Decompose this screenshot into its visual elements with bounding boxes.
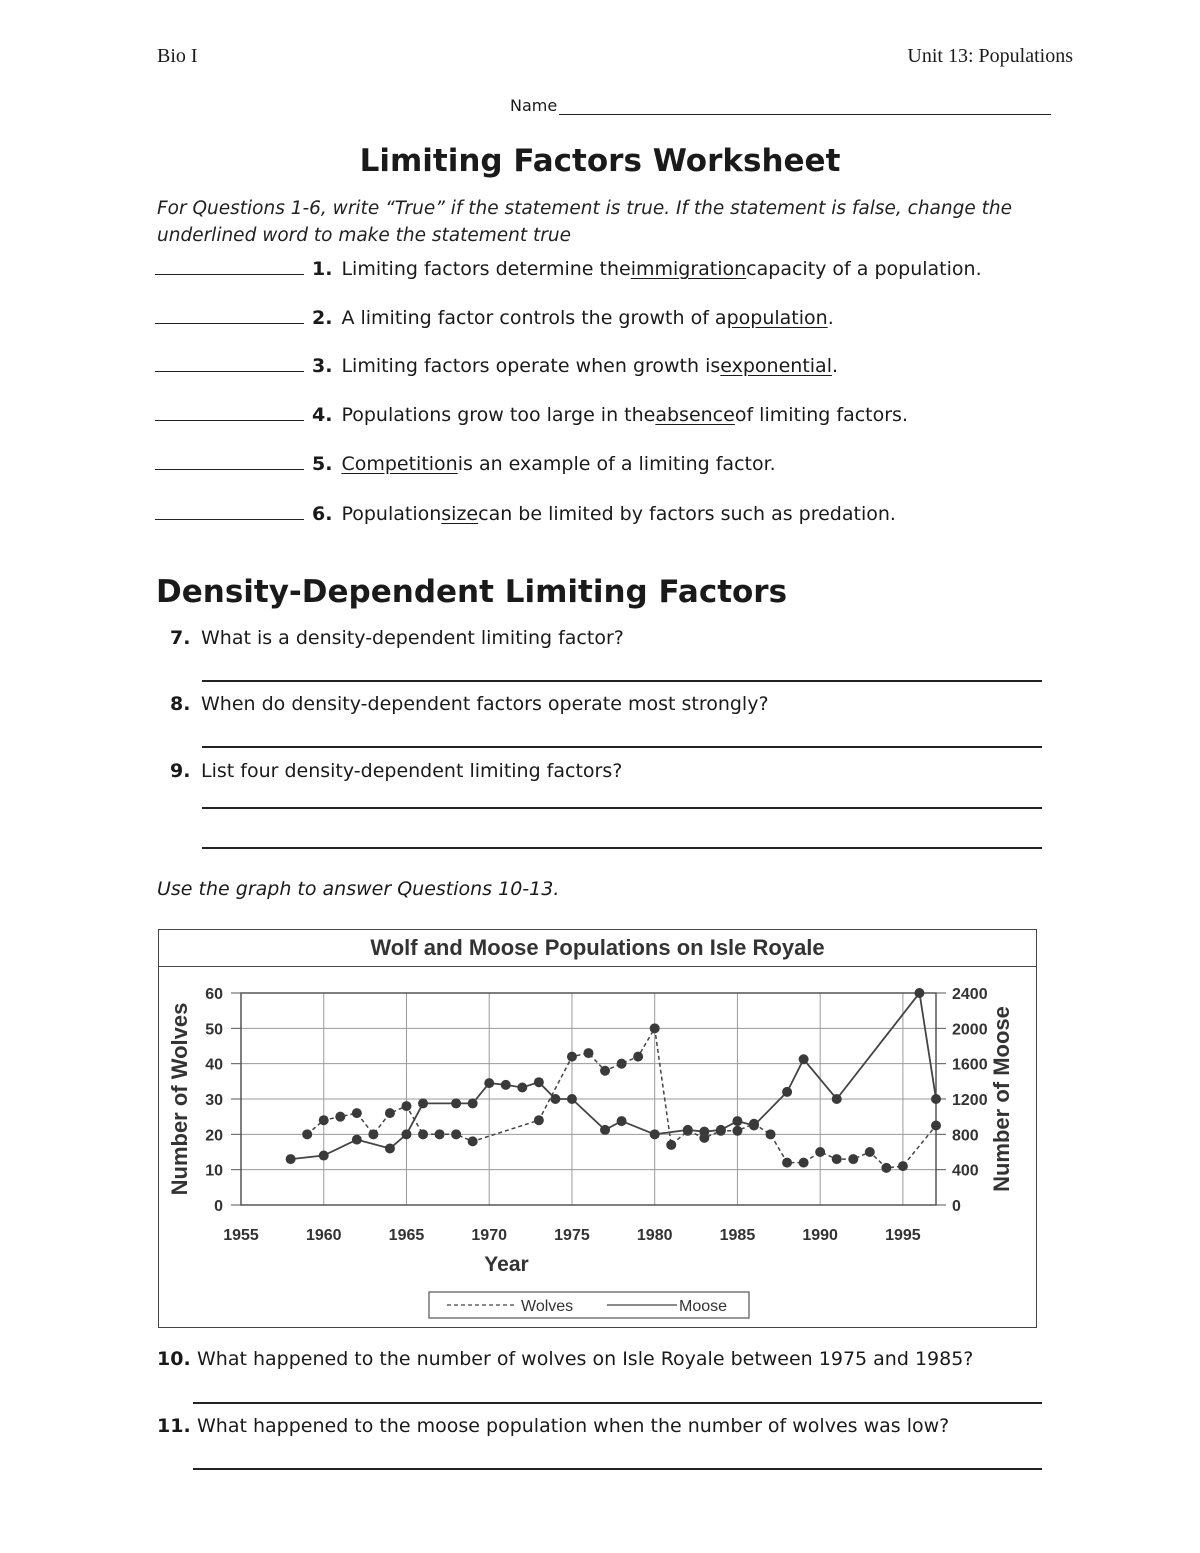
question-text: capacity of a population. bbox=[746, 258, 982, 280]
data-point-wolves bbox=[898, 1161, 908, 1171]
y2-tick-label: 800 bbox=[952, 1127, 979, 1145]
data-point-wolves bbox=[848, 1154, 858, 1164]
data-point-wolves bbox=[600, 1066, 610, 1076]
data-point-moose bbox=[782, 1087, 792, 1097]
question-number: 2. bbox=[312, 307, 333, 329]
data-point-wolves bbox=[815, 1147, 825, 1157]
question-text: . bbox=[827, 307, 834, 329]
data-point-moose bbox=[799, 1054, 809, 1064]
question-text: is an example of a limiting factor. bbox=[457, 453, 776, 475]
data-point-moose bbox=[716, 1125, 726, 1135]
data-point-moose bbox=[550, 1094, 560, 1104]
y-tick-label: 20 bbox=[205, 1127, 223, 1145]
data-point-moose bbox=[319, 1151, 329, 1161]
data-point-moose bbox=[832, 1094, 842, 1104]
worksheet-title: Limiting Factors Worksheet bbox=[359, 143, 841, 179]
question-text: List four density-dependent limiting factors? bbox=[201, 760, 623, 782]
data-point-wolves bbox=[335, 1112, 345, 1122]
data-point-wolves bbox=[401, 1101, 411, 1111]
data-point-moose bbox=[401, 1129, 411, 1139]
answer-line[interactable] bbox=[202, 680, 1042, 682]
data-point-wolves bbox=[584, 1048, 594, 1058]
data-point-wolves bbox=[666, 1140, 676, 1150]
data-point-wolves bbox=[865, 1147, 875, 1157]
data-point-wolves bbox=[319, 1115, 329, 1125]
y2-tick-label: 1200 bbox=[952, 1092, 988, 1109]
data-point-wolves bbox=[435, 1129, 445, 1139]
series-line-wolves bbox=[307, 1028, 936, 1168]
data-point-wolves bbox=[650, 1023, 660, 1033]
question-text: . bbox=[831, 355, 839, 377]
answer-line[interactable] bbox=[202, 847, 1042, 849]
question-text: of limiting factors. bbox=[734, 404, 908, 426]
y2-tick-label: 0 bbox=[952, 1198, 961, 1215]
x-tick-label: 1975 bbox=[554, 1227, 590, 1244]
data-point-moose bbox=[650, 1129, 660, 1139]
legend-label-moose: Moose bbox=[679, 1298, 728, 1315]
answer-blank[interactable] bbox=[155, 273, 304, 275]
underlined-word: size bbox=[441, 503, 479, 525]
answer-blank[interactable] bbox=[155, 468, 304, 470]
data-point-moose bbox=[683, 1125, 693, 1135]
y-tick-label: 40 bbox=[205, 1056, 223, 1074]
answer-line[interactable] bbox=[193, 1402, 1042, 1404]
underlined-word: population bbox=[726, 307, 828, 329]
instructions: For Questions 1-6, write “True” if the statement is true. If the statement is false, change the underlined word to make the statement true bbox=[157, 198, 1012, 246]
question-number: 8. bbox=[170, 693, 191, 715]
question-text: A limiting factor controls the growth of a bbox=[341, 307, 727, 329]
data-point-moose bbox=[534, 1077, 544, 1087]
y2-tick-label: 2000 bbox=[952, 1021, 988, 1039]
data-point-moose bbox=[517, 1083, 527, 1093]
data-point-moose bbox=[617, 1116, 627, 1126]
question-number: 3. bbox=[312, 355, 333, 377]
course-label: Bio I bbox=[157, 45, 198, 67]
question-text: What is a density-dependent limiting factor? bbox=[201, 627, 624, 649]
x-tick-label: 1980 bbox=[636, 1227, 673, 1244]
question-8 bbox=[170, 693, 769, 715]
data-point-moose bbox=[451, 1098, 461, 1108]
question-text: Limiting factors operate when growth is bbox=[341, 355, 721, 377]
data-point-moose bbox=[418, 1098, 428, 1108]
graph-instructions: Use the graph to answer Questions 10-13. bbox=[157, 878, 560, 900]
underlined-word: exponential bbox=[720, 355, 832, 377]
unit-label: Unit 13: Populations bbox=[907, 45, 1073, 67]
y2-axis-label: Number of Moose bbox=[989, 1006, 1014, 1192]
y2-tick-label: 1600 bbox=[952, 1056, 988, 1074]
data-point-moose bbox=[484, 1078, 494, 1088]
y-axis-label: Number of Wolves bbox=[167, 1002, 192, 1196]
answer-blank[interactable] bbox=[155, 370, 304, 372]
question-number: 10. bbox=[157, 1348, 191, 1370]
question-number: 11. bbox=[157, 1415, 191, 1437]
data-point-wolves bbox=[766, 1129, 776, 1139]
data-point-moose bbox=[286, 1154, 296, 1164]
legend-label-wolves: Wolves bbox=[521, 1298, 574, 1315]
data-point-wolves bbox=[782, 1158, 792, 1168]
x-tick-label: 1995 bbox=[885, 1227, 921, 1244]
data-point-moose bbox=[749, 1121, 759, 1131]
question-number: 6. bbox=[312, 503, 333, 525]
question-10 bbox=[157, 1348, 973, 1370]
data-point-wolves bbox=[633, 1052, 643, 1062]
x-tick-label: 1960 bbox=[305, 1227, 342, 1244]
question-text: Populations grow too large in the bbox=[341, 404, 656, 426]
x-tick-label: 1985 bbox=[719, 1227, 756, 1244]
data-point-wolves bbox=[302, 1129, 312, 1139]
data-point-moose bbox=[567, 1094, 577, 1104]
data-point-wolves bbox=[732, 1126, 742, 1136]
x-tick-label: 1970 bbox=[471, 1227, 508, 1244]
data-point-wolves bbox=[832, 1154, 842, 1164]
question-number: 4. bbox=[312, 404, 333, 426]
y-tick-label: 0 bbox=[214, 1198, 223, 1215]
question-number: 9. bbox=[170, 760, 191, 782]
data-point-moose bbox=[914, 988, 924, 998]
data-point-moose bbox=[385, 1143, 395, 1153]
data-point-wolves bbox=[534, 1115, 544, 1125]
question-number: 1. bbox=[312, 258, 333, 280]
name-row bbox=[510, 96, 1051, 115]
question-text: can be limited by factors such as predation. bbox=[478, 503, 896, 525]
data-point-wolves bbox=[385, 1108, 395, 1118]
answer-blank[interactable] bbox=[155, 419, 304, 421]
x-tick-label: 1955 bbox=[223, 1227, 259, 1244]
x-tick-label: 1965 bbox=[388, 1227, 425, 1244]
data-point-wolves bbox=[368, 1129, 378, 1139]
data-point-wolves bbox=[468, 1136, 478, 1146]
data-point-wolves bbox=[567, 1052, 577, 1062]
question-text: What happened to the number of wolves on Isle Royale between 1975 and 1985? bbox=[197, 1348, 974, 1370]
data-point-moose bbox=[732, 1116, 742, 1126]
y2-tick-label: 400 bbox=[952, 1162, 979, 1180]
y2-tick-label: 2400 bbox=[952, 986, 988, 1003]
data-point-moose bbox=[931, 1094, 941, 1104]
wolf-moose-chart bbox=[159, 930, 1036, 1327]
data-point-wolves bbox=[617, 1059, 627, 1069]
question-11 bbox=[157, 1415, 949, 1437]
answer-blank[interactable] bbox=[155, 518, 304, 520]
y-tick-label: 60 bbox=[205, 986, 223, 1003]
tf-question bbox=[155, 503, 896, 525]
x-axis-label: Year bbox=[484, 1253, 529, 1276]
y-tick-label: 50 bbox=[205, 1021, 223, 1039]
data-point-wolves bbox=[451, 1129, 461, 1139]
question-number: 5. bbox=[312, 453, 333, 475]
x-tick-label: 1990 bbox=[802, 1227, 838, 1244]
section-heading: Density-Dependent Limiting Factors bbox=[156, 574, 788, 610]
data-point-moose bbox=[600, 1125, 610, 1135]
tf-question bbox=[155, 453, 776, 475]
tf-question bbox=[155, 355, 838, 377]
underlined-word: immigration bbox=[630, 258, 747, 280]
data-point-moose bbox=[501, 1080, 511, 1090]
chart-title: Wolf and Moose Populations on Isle Royale bbox=[159, 930, 1036, 967]
question-text: Population bbox=[341, 503, 442, 525]
question-9 bbox=[170, 760, 622, 782]
data-point-wolves bbox=[799, 1158, 809, 1168]
tf-question bbox=[155, 258, 982, 280]
data-point-wolves bbox=[881, 1163, 891, 1173]
data-point-wolves bbox=[931, 1121, 941, 1131]
question-number: 7. bbox=[170, 627, 191, 649]
data-point-moose bbox=[699, 1127, 709, 1137]
question-7 bbox=[170, 627, 624, 649]
question-text: What happened to the moose population when the number of wolves was low? bbox=[197, 1415, 950, 1437]
name-field[interactable] bbox=[559, 97, 1051, 115]
question-text: Limiting factors determine the bbox=[341, 258, 631, 280]
answer-line[interactable] bbox=[202, 746, 1042, 748]
answer-blank[interactable] bbox=[155, 322, 304, 324]
question-text: When do density-dependent factors operate most strongly? bbox=[201, 693, 769, 715]
answer-line[interactable] bbox=[202, 807, 1042, 809]
chart-frame bbox=[158, 929, 1037, 1328]
data-point-wolves bbox=[352, 1108, 362, 1118]
answer-line[interactable] bbox=[193, 1468, 1042, 1470]
underlined-word: absence bbox=[655, 404, 735, 426]
y-tick-label: 30 bbox=[205, 1092, 223, 1109]
data-point-moose bbox=[468, 1098, 478, 1108]
tf-question bbox=[155, 307, 834, 329]
y-tick-label: 10 bbox=[205, 1162, 223, 1180]
name-label: Name bbox=[510, 96, 558, 115]
data-point-wolves bbox=[418, 1129, 428, 1139]
underlined-word: Competition bbox=[341, 453, 458, 475]
data-point-moose bbox=[352, 1135, 362, 1145]
tf-question bbox=[155, 404, 908, 426]
